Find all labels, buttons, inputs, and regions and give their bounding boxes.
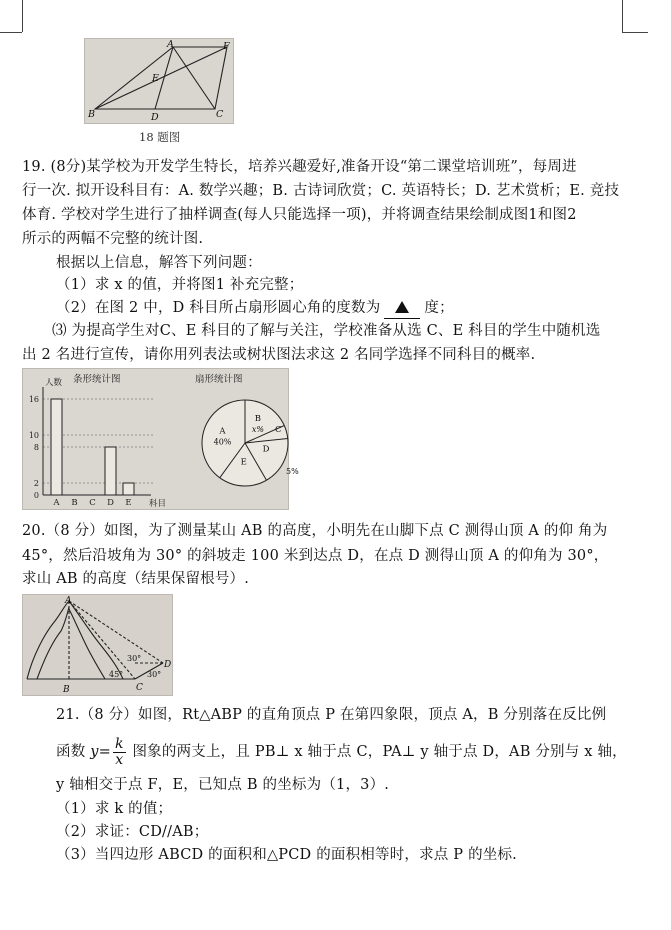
bar-d [105,447,116,495]
q21-line-3: y 轴相交于点 F，E，已知点 B 的坐标为（1，3）. [56,777,390,793]
q19-sub2-text: （2）在图 2 中，D 科目所占扇形圆心角的度数为 [56,300,381,316]
bar-a [51,399,62,495]
q20-line-1: 20.（8 分）如图，为了测量某山 AB 的高度，小明先在山脚下点 C 测得山顶 A 的仰 角为 [22,523,608,539]
x-tick-label: E [125,498,132,508]
slice-value-a: 40% [213,437,232,447]
label-d: D [164,660,172,670]
y-tick-label: 8 [33,443,39,452]
figure-18-diagram [85,39,233,123]
slice-label-b: B [254,414,262,425]
equals-sign: = [98,744,111,760]
statistics-charts-image [22,368,299,510]
figure-18-image [84,38,234,124]
y-variable: y [90,744,99,760]
triangle-marker-icon [395,301,409,313]
y-tick-label: 10 [28,431,39,440]
bar-e [123,483,134,495]
corner-mark-left-vertical [22,0,23,32]
q21-sub3: （3）当四边形 ABCD 的面积和△PCD 的面积相等时，求点 P 的坐标. [56,847,517,863]
y-axis-label: 人数 [45,378,63,388]
y-tick-label: 0 [33,491,39,500]
q21-line-2 [56,735,627,769]
label-b: B [88,109,95,120]
q21-line-1: 21.（8 分）如图，Rt△ABP 的直角顶点 P 在第四象限，顶点 A，B 分别落在反比例 [56,707,607,723]
q19-line-2: 行一次. 拟开设科目有：A. 数学兴趣；B. 古诗词欣赏；C. 英语特长；D. 艺术赏析；E. 竞技 [22,183,620,199]
label-b: B [63,685,70,695]
fraction-k-over-x [113,737,126,768]
label-c: C [216,109,224,120]
corner-mark-right-vertical [622,0,623,32]
q20-line-2: 45°，然后沿坡角为 30° 的斜坡走 100 米到达点 D，在点 D 测得山顶 A 的仰角为 30°， [22,548,609,564]
label-c: C [136,683,143,693]
angle-45-label: 45° [109,670,124,679]
q19-intro: 根据以上信息，解答下列问题： [56,255,262,271]
x-tick-label: D [107,498,114,508]
label-d: D [151,112,159,123]
x-tick-label: A [53,498,60,508]
y-tick-label: 2 [33,479,39,488]
q19-line-1: 19. (8分)某学校为开发学生特长，培养兴趣爱好,准备开设“第二课堂培训班”，每周进 [22,159,577,175]
segment-ac [173,47,215,109]
statistics-charts [23,369,299,509]
x-tick-label: B [71,498,78,508]
q21-line-2-rest: 图象的两支上，且 PB⊥ x 轴于点 C，PA⊥ y 轴于点 D，AB 分别与 x 轴， [132,744,627,760]
x-tick-label: C [89,498,96,508]
label-e: E [152,73,159,84]
y-tick-label: 16 [28,395,39,404]
answer-blank[interactable] [384,298,420,319]
label-a: A [65,596,72,606]
slice-value-c: 5% [286,467,299,476]
fraction-denominator: x [115,751,124,768]
fraction-numerator: k [114,735,124,752]
slice-value-b: x% [251,425,264,435]
slice-label-d: D [262,444,270,455]
mountain-diagram [23,595,172,695]
q19-sub2-unit: 度； [424,300,454,316]
q21-sub2: （2）求证：CD//AB； [56,824,209,840]
angle-30-label-top: 30° [127,654,142,663]
q19-sub3-line-2: 出 2 名进行宣传，请你用列表法或树状图法求这 2 名同学选择不同科目的概率. [22,347,536,363]
corner-mark-right-horizontal [622,32,648,33]
pie-chart-title: 扇形统计图 [195,374,243,385]
slice-label-e: E [240,457,247,468]
slice-label-c: C [274,425,282,436]
figure-18-caption: 18 题图 [139,130,181,144]
label-f: F [223,41,230,52]
q21-func-prefix: 函数 [56,744,86,760]
q19-sub2 [56,298,454,319]
slice-label-a: A [219,426,226,437]
q21-sub1: （1）求 k 的值； [56,801,173,817]
mountain-figure-image [22,594,173,696]
angle-30-label-bottom: 30° [147,670,162,679]
label-a: A [167,39,174,50]
q19-sub1: （1）求 x 的值，并将图1 补充完整； [56,277,304,293]
sight-line-ac [69,601,135,679]
bar-chart-title: 条形统计图 [73,374,121,385]
bar-chart [29,377,166,509]
q20-line-3: 求山 AB 的高度（结果保留根号）. [22,571,250,587]
pie-chart [202,400,299,486]
sight-line-ad [69,601,163,663]
q19-line-4: 所示的两幅不完整的统计图. [22,231,204,247]
q19-line-3: 体育. 学校对学生进行了抽样调查(每人只能选择一项)，并将调查结果绘制成图1和图2 [22,207,577,223]
corner-mark-left-horizontal [0,32,22,33]
x-axis-label: 科目 [149,499,167,509]
mountain-inner-ridge-left [37,607,69,679]
q19-sub3-line-1: ⑶ 为提高学生对C、E 科目的了解与关注，学校准备从选 C、E 科目的学生中随机选 [52,323,601,339]
